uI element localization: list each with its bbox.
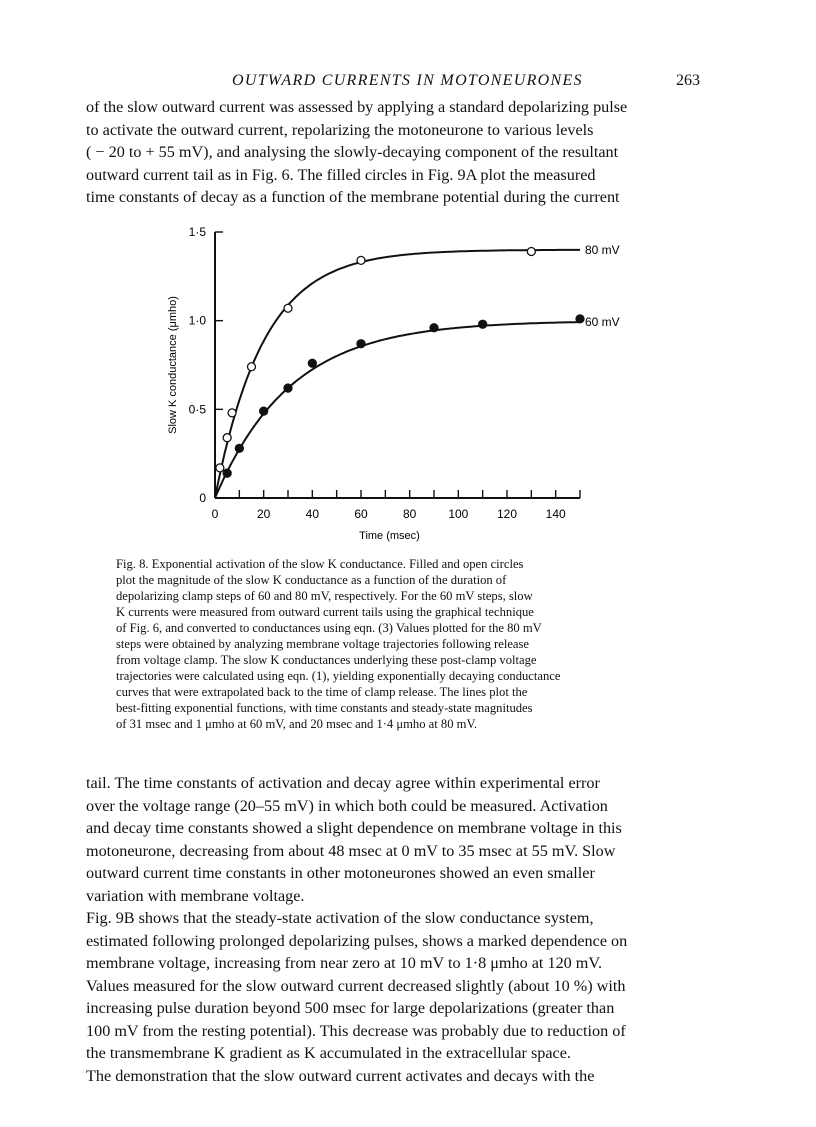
data-point-80mv <box>357 256 365 264</box>
y-tick-label: 0 <box>199 491 206 505</box>
data-point-80mv <box>527 248 535 256</box>
data-point-60mv <box>576 315 584 323</box>
data-point-80mv <box>248 363 256 371</box>
data-point-80mv <box>223 434 231 442</box>
text-line: tail. The time constants of activation and decay agree within experimental error <box>86 774 600 792</box>
text-line: time constants of decay as a function of the membrane potential during the current <box>86 188 620 206</box>
text-line: increasing pulse duration beyond 500 msec for large depolarizations (greater than <box>86 999 615 1017</box>
series-label-60mv: 60 mV <box>585 315 620 330</box>
data-point-60mv <box>223 469 231 477</box>
text-line: over the voltage range (20–55 mV) in which both could be measured. Activation <box>86 796 608 815</box>
caption-line: curves that were extrapolated back to the time of clamp release. The lines plot the <box>116 685 528 699</box>
data-point-80mv <box>284 304 292 312</box>
data-point-60mv <box>260 407 268 415</box>
text-line: outward current tail as in Fig. 6. The filled circles in Fig. 9A plot the measured <box>86 165 596 184</box>
text-line: membrane voltage, increasing from near zero at 10 mV to 1·8 μmho at 120 mV. <box>86 954 603 972</box>
y-tick-label: 1·0 <box>188 313 206 328</box>
fit-curve-80mv <box>215 250 580 498</box>
caption-line: trajectories were calculated using eqn. (1), yielding exponentially decaying conductance <box>116 669 561 683</box>
caption-line: best-fitting exponential functions, with time constants and steady-state magnitudes <box>116 701 533 715</box>
page-number: 263 <box>676 72 700 89</box>
data-point-60mv <box>235 444 243 452</box>
text-line: Fig. 9B shows that the steady-state activation of the slow conductance system, <box>86 909 594 927</box>
text-line: outward current time constants in other motoneurones showed an even smaller <box>86 864 595 882</box>
text-line: estimated following prolonged depolarizing pulses, shows a marked dependence on <box>86 931 628 950</box>
data-point-60mv <box>430 324 438 332</box>
fit-curves <box>215 250 580 498</box>
x-tick-label: 140 <box>545 507 566 521</box>
text-line: motoneurone, decreasing from about 48 msec at 0 mV to 35 msec at 55 mV. Slow <box>86 841 616 860</box>
top-paragraph <box>86 96 708 209</box>
data-point-60mv <box>308 359 316 367</box>
text-line: of the slow outward current was assessed by applying a standard depolarizing pulse <box>86 98 628 116</box>
text-line: and decay time constants showed a slight dependence on membrane voltage in this <box>86 819 622 837</box>
paragraph-4 <box>86 1065 708 1088</box>
x-tick-label: 40 <box>305 507 320 521</box>
text-line: Values measured for the slow outward current decreased slightly (about 10 %) with <box>86 976 626 995</box>
caption-line: steps were obtained by analyzing membrane voltage trajectories following release <box>116 637 529 651</box>
data-point-60mv <box>357 340 365 348</box>
text-line: to activate the outward current, repolarizing the motoneurone to various levels <box>86 120 594 139</box>
series-label-80mv: 80 mV <box>585 242 620 257</box>
figure-caption <box>116 556 678 732</box>
figure-8-chart <box>0 220 816 550</box>
x-tick-label: 80 <box>402 507 417 521</box>
paragraph-3 <box>86 907 708 1065</box>
x-axis-label: Time (msec) <box>359 530 420 542</box>
text-line: ( − 20 to + 55 mV), and analysing the slowly-decaying component of the resultant <box>86 143 619 161</box>
data-point-60mv <box>284 384 292 392</box>
y-axis-label: Slow K conductance (μmho) <box>167 296 179 434</box>
text-line: 100 mV from the resting potential). This decrease was probably due to reduction of <box>86 1021 626 1040</box>
text-line: variation with membrane voltage. <box>86 886 305 905</box>
chart-axes <box>189 225 580 521</box>
data-point-60mv <box>479 320 487 328</box>
x-tick-label: 60 <box>354 507 368 521</box>
caption-line: depolarizing clamp steps of 60 and 80 mV, respectively. For the 60 mV steps, slow <box>116 589 533 603</box>
y-tick-label: 1·5 <box>188 225 206 239</box>
x-tick-label: 0 <box>211 507 219 521</box>
caption-line: of 31 msec and 1 μmho at 60 mV, and 20 msec and 1·4 μmho at 80 mV. <box>116 717 478 731</box>
fit-curve-60mv <box>215 322 580 498</box>
x-tick-label: 20 <box>256 507 271 521</box>
text-line: the transmembrane K gradient as K accumulated in the extracellular space. <box>86 1044 571 1062</box>
paragraph-2 <box>86 772 708 907</box>
data-point-80mv <box>228 409 236 417</box>
caption-line: Fig. 8. Exponential activation of the slow K conductance. Filled and open circles <box>116 557 524 571</box>
x-tick-label: 100 <box>448 507 469 521</box>
caption-line: from voltage clamp. The slow K conductances underlying these post-clamp voltage <box>116 653 537 667</box>
data-point-80mv <box>216 464 224 472</box>
caption-line: of Fig. 6, and converted to conductances using eqn. (3) Values plotted for the 80 mV <box>116 621 542 635</box>
running-title: OUTWARD CURRENTS IN MOTONEURONES <box>232 72 583 89</box>
caption-line: plot the magnitude of the slow K conductance as a function of the duration of <box>116 573 507 587</box>
text-line: The demonstration that the slow outward current activates and decays with the <box>86 1067 595 1085</box>
caption-line: K currents were measured from outward current tails using the graphical technique <box>116 605 534 619</box>
data-markers <box>216 248 584 478</box>
x-tick-label: 120 <box>496 507 518 521</box>
y-tick-label: 0·5 <box>188 402 206 417</box>
